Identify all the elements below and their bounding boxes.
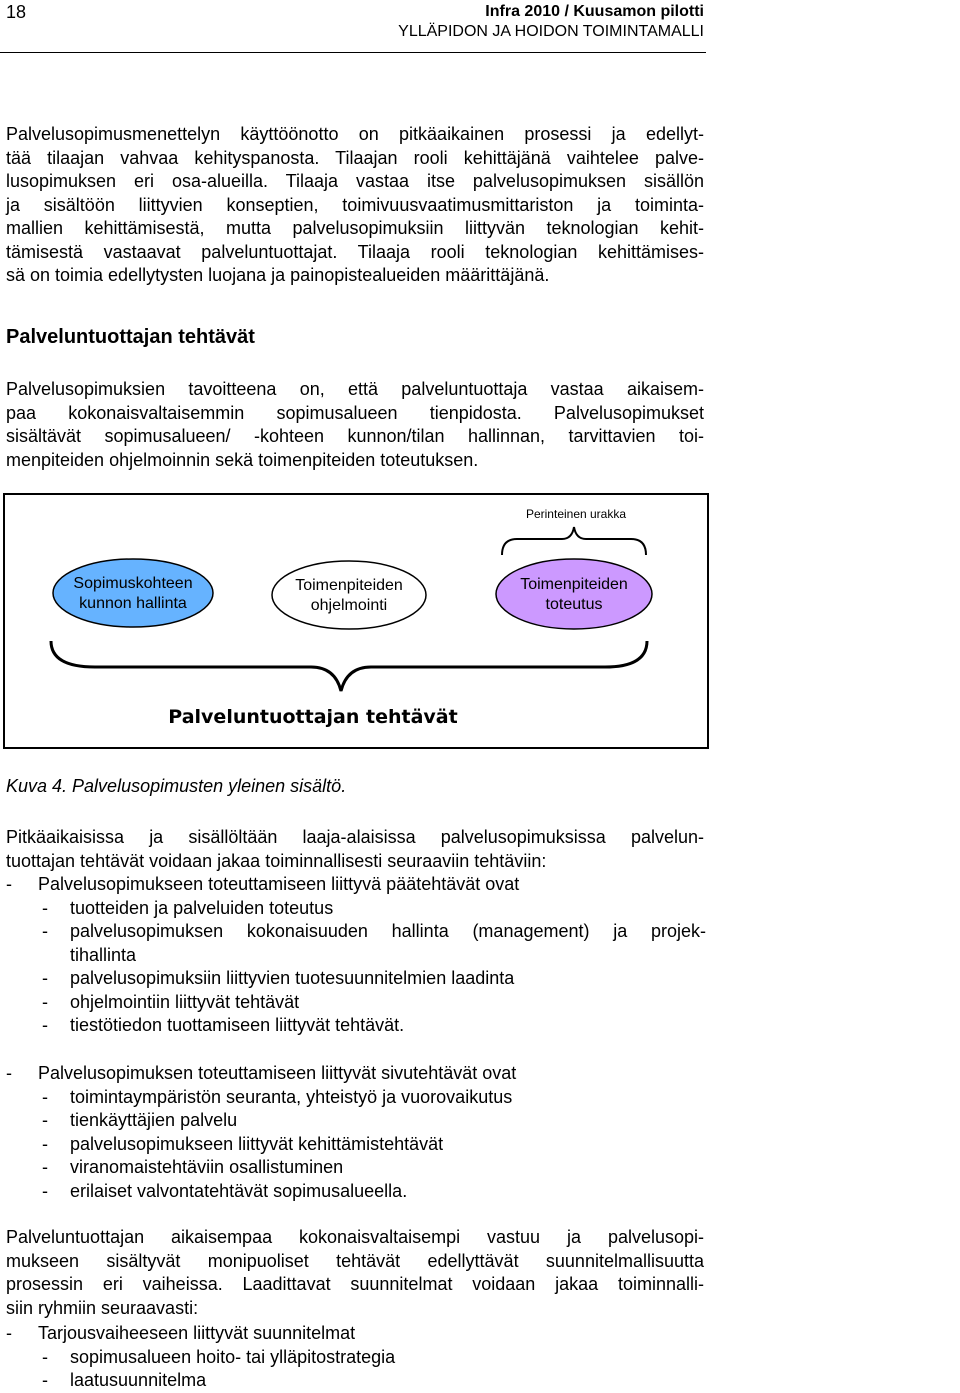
list-item	[6, 920, 706, 944]
dash: -	[42, 1086, 48, 1107]
section-heading: Palveluntuottajan tehtävät	[6, 326, 255, 348]
dash: -	[6, 1323, 12, 1343]
dash: -	[42, 1110, 48, 1130]
list-item	[6, 1062, 706, 1086]
list-item-text: palvelusopimukseen liittyvät kehittämistehtävät	[70, 1133, 444, 1154]
list-item	[6, 1086, 706, 1110]
running-header	[398, 2, 704, 42]
ellipse1-line2: kunnon hallinta	[79, 595, 187, 612]
text-line: tää tilaajan vahvaa kehityspanosta. Tilaajan rooli kehittäjänä vaihtelee palve-	[6, 147, 704, 168]
list-item-text: tuotteiden ja palveluiden toteutus	[70, 897, 334, 918]
list-item-continuation	[6, 944, 706, 968]
text-line: Palvelusopimuksien tavoitteena on, että palveluntuottaja vastaa aikaisem-	[6, 379, 704, 399]
text-line: Palvelusopimusmenettelyn käyttöönotto on pitkäaikainen prosessi ja edellyt-	[6, 124, 704, 144]
traditional-contract-label: Perinteinen urakka	[525, 507, 627, 521]
text-line: prosessin eri vaiheissa. Laadittavat suunnitelmat voidaan jakaa toiminnalli-	[6, 1274, 704, 1294]
plans-paragraph	[6, 1226, 704, 1320]
dash: -	[42, 1015, 48, 1035]
list-item	[6, 1014, 706, 1038]
text-line: sä on toimia edellytysten luojana ja painopistealueiden määrittäjänä.	[6, 265, 550, 285]
text-line: mukseen sisältyvät monipuoliset tehtävät edellyttävät suunnitelmallisuutta	[6, 1250, 704, 1271]
dash: -	[42, 1157, 48, 1177]
dash: -	[42, 1133, 48, 1154]
ellipse-implementation	[496, 559, 652, 629]
list-item	[6, 1346, 706, 1370]
header-title: Infra 2010 / Kuusamon pilotti	[485, 3, 704, 20]
list-item	[6, 1109, 706, 1133]
list-item-text: viranomaistehtäviin osallistuminen	[70, 1157, 344, 1177]
text-line: tämisestä vastaavat palveluntuottajat. Tilaaja rooli teknologian kehittämises-	[6, 241, 704, 262]
ellipse2-line2: ohjelmointi	[310, 597, 388, 614]
figure-diagram	[3, 493, 709, 749]
dash: -	[42, 1346, 48, 1367]
dash: -	[42, 1370, 48, 1390]
list-item-text: tienkäyttäjien palvelu	[70, 1110, 238, 1130]
dash: -	[42, 1180, 48, 1201]
dash: -	[42, 921, 48, 941]
list-item-text: palvelusopimuksen kokonaisuuden hallinta (management) ja projek-	[70, 921, 706, 941]
text-line: lusopimuksen eri osa-alueilla. Tilaaja vastaa itse palvelusopimuksen sisällön	[6, 171, 704, 191]
secondary-tasks-list	[6, 1062, 706, 1203]
list-item-text: tihallinta	[70, 944, 137, 965]
list-item	[6, 1133, 706, 1157]
text-line: paa kokonaisvaltaisemmin sopimusalueen tienpidosta. Palvelusopimukset	[6, 402, 704, 423]
main-tasks-list	[6, 873, 706, 1038]
list-item	[6, 873, 706, 897]
list-item-text: Tarjousvaiheeseen liittyvät suunnitelmat	[38, 1323, 356, 1343]
list-item-text: Palvelusopimuksen toteuttamiseen liittyvät sivutehtävät ovat	[38, 1063, 517, 1083]
list-item	[6, 1156, 706, 1180]
list-item-text: toimintaympäristön seuranta, yhteistyö ja vuorovaikutus	[70, 1086, 513, 1107]
provider-tasks-label: Palveluntuottajan tehtävät	[168, 706, 458, 728]
list-item-text: erilaiset valvontatehtävät sopimusalueella.	[70, 1180, 408, 1201]
text-line: ja sisältöön liittyvien konseptien, toimivuusvaatimusmittariston ja toiminta-	[6, 194, 704, 215]
plans-list	[6, 1322, 706, 1393]
list-item-text: sopimusalueen hoito- tai ylläpitostrategia	[70, 1346, 396, 1367]
header-subtitle: YLLÄPIDON JA HOIDON TOIMINTAMALLI	[398, 23, 704, 40]
figure-caption: Kuva 4. Palvelusopimusten yleinen sisältö.	[6, 776, 347, 796]
section-paragraph	[6, 378, 704, 472]
dash: -	[6, 1063, 12, 1083]
intro-paragraph	[6, 123, 704, 288]
page-number: 18	[6, 2, 27, 22]
list-item-text: tiestötiedon tuottamiseen liittyvät tehtävät.	[70, 1015, 405, 1035]
tasks-paragraph	[6, 826, 704, 873]
dash: -	[42, 991, 48, 1012]
text-line: Palveluntuottajan aikaisempaa kokonaisvaltaisempi vastuu ja palvelusopi-	[6, 1227, 704, 1247]
dash: -	[42, 968, 48, 988]
ellipse-condition-management	[53, 559, 213, 627]
dash: -	[42, 897, 48, 918]
list-item	[6, 967, 706, 991]
text-line: siin ryhmiin seuraavasti:	[6, 1297, 199, 1318]
ellipse1-line1: Sopimuskohteen	[73, 575, 193, 592]
diagram-svg	[5, 495, 707, 747]
text-line: sisältävät sopimusalueen/ -kohteen kunnon/tilan hallinnan, tarvittavien toi-	[6, 426, 704, 446]
ellipse3-line1: Toimenpiteiden	[520, 576, 628, 593]
list-item	[6, 897, 706, 921]
list-item	[6, 1369, 706, 1393]
list-item	[6, 1322, 706, 1346]
text-line: tuottajan tehtävät voidaan jakaa toiminnallisesti seuraaviin tehtäviin:	[6, 850, 547, 871]
ellipse2-line1: Toimenpiteiden	[295, 577, 403, 594]
list-item-text: ohjelmointiin liittyvät tehtävät	[70, 991, 300, 1012]
list-item-text: palvelusopimuksiin liittyvien tuotesuunnitelmien laadinta	[70, 968, 515, 988]
ellipse-programming	[272, 561, 426, 629]
list-item-text: laatusuunnitelma	[70, 1370, 207, 1390]
list-item	[6, 991, 706, 1015]
bottom-brace	[51, 641, 647, 691]
ellipse3-line2: toteutus	[545, 596, 603, 613]
text-line: Pitkäaikaisissa ja sisällöltään laaja-alaisissa palvelusopimuksissa palvelun-	[6, 827, 704, 847]
list-item	[6, 1180, 706, 1204]
header-rule	[0, 52, 706, 53]
top-brace	[502, 527, 646, 555]
text-line: menpiteiden ohjelmoinnin sekä toimenpiteiden toteutuksen.	[6, 449, 479, 470]
text-line: mallien kehittämisestä, mutta palvelusopimuksiin liittyvän teknologian kehit-	[6, 218, 704, 238]
list-item-text: Palvelusopimukseen toteuttamiseen liittyvä päätehtävät ovat	[38, 874, 520, 894]
dash: -	[6, 874, 12, 894]
